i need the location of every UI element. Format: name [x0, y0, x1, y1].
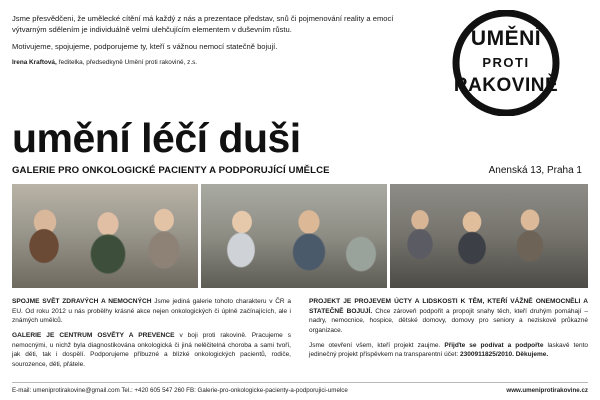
footer — [12, 382, 588, 394]
logo-line-3: RAKOVINĚ — [453, 75, 559, 96]
bank-account-number: 2300911825/2010. Děkujeme. — [460, 351, 549, 359]
right-heading-1: PROJEKT JE PROJEVEM ÚCTY A LIDSKOSTI K TĚM, KTEŘÍ VÁŽNĚ ONEMOCNĚLI A STATEČNĚ BOJUJÍ. — [309, 298, 588, 315]
left-text-2: v boji proti rakovině. Pracujeme s nemocnými, u nichž byla diagnostikována onkologická či jiná nelěčitelná choroba a sami tvoří, jak děti, tak i dospělí. Podporujeme příbuzné a blízké onkologických pacientů, rodiče, sourozence, děti, přátele. — [12, 332, 291, 368]
right-paragraph-1 — [309, 297, 588, 335]
logo-line-2: PROTI — [482, 55, 530, 70]
logo-stamp — [430, 10, 582, 116]
photo-gallery-visitors-3 — [390, 184, 588, 288]
signature-role: ředitelka, předsedkyně Umění proti rakovině, z.s. — [58, 59, 198, 67]
left-paragraph-2 — [12, 331, 291, 369]
left-heading-1: SPOJME SVĚT ZDRAVÝCH A NEMOCNÝCH — [12, 298, 152, 305]
photo-strip — [12, 184, 588, 288]
column-left — [12, 297, 291, 369]
left-text-1: Jsme jediná galerie tohoto charakteru v ČR a EU. Od roku 2012 u nás probělhy krásné akce nejen onkologických či úplně začínajících, ale i známých umělců. — [12, 298, 291, 324]
logo-line-1: UMĚNÍ — [470, 27, 542, 50]
intro-paragraph-2: Motivujeme, spojujeme, podporujeme ty, kteří s vážnou nemocí statečně bojují. — [12, 41, 278, 51]
right-paragraph-2 — [309, 341, 588, 360]
gallery-tagline: GALERIE PRO ONKOLOGICKÉ PACIENTY A PODPORUJÍCÍ UMĚLCE — [12, 165, 330, 176]
body-columns — [12, 297, 588, 369]
right-text-2-post: laskavě tento jedinečný projekt příspěvkem na transparentní účet: — [309, 341, 588, 359]
signature-name: Irena Kraftová, — [12, 59, 57, 67]
right-text-2-strong: Přijďte se podívat a podpořte — [444, 341, 548, 349]
right-text-1: Chce zároveň podpořit a propojit snahy těch, kteří druhým pomáhají – nadry, nemocnice, hospice, dětské domovy, domovy pro seniory a neziskové průkazné organizace. — [309, 307, 588, 334]
footer-website[interactable]: www.umeniprotirakovine.cz — [506, 387, 588, 394]
photo-gallery-visitors-1 — [12, 184, 198, 288]
column-right — [309, 297, 588, 369]
right-text-2-pre: Jsme otevření všem, kteří projekt zaujme. — [309, 341, 445, 349]
photo-gallery-visitors-2 — [201, 184, 387, 288]
page-title: umění léčí duši — [12, 115, 301, 161]
subtitle-row — [12, 165, 588, 176]
gallery-address: Anenská 13, Praha 1 — [488, 165, 582, 176]
intro-text-block — [12, 10, 397, 66]
top-section — [12, 10, 588, 116]
left-heading-2: GALERIE JE CENTRUM OSVĚTY A PREVENCE — [12, 332, 175, 340]
signature — [12, 59, 397, 66]
intro-paragraph-1: Jsme přesvědčeni, že umělecké cítění má každý z nás a prezentace představ, snů či pojmenování reality a emocí výtvarným sdělením je individuálně velmi ulehčujícím elementem v duševním růstu. — [12, 14, 394, 34]
footer-contact: E-mail: umeniprotirakovine@gmail.com Tel.: +420 605 547 260 FB: Galerie-pro-onkologicke-pacienty-a-podporujici-umelce — [12, 387, 348, 394]
left-paragraph-1 — [12, 297, 291, 325]
